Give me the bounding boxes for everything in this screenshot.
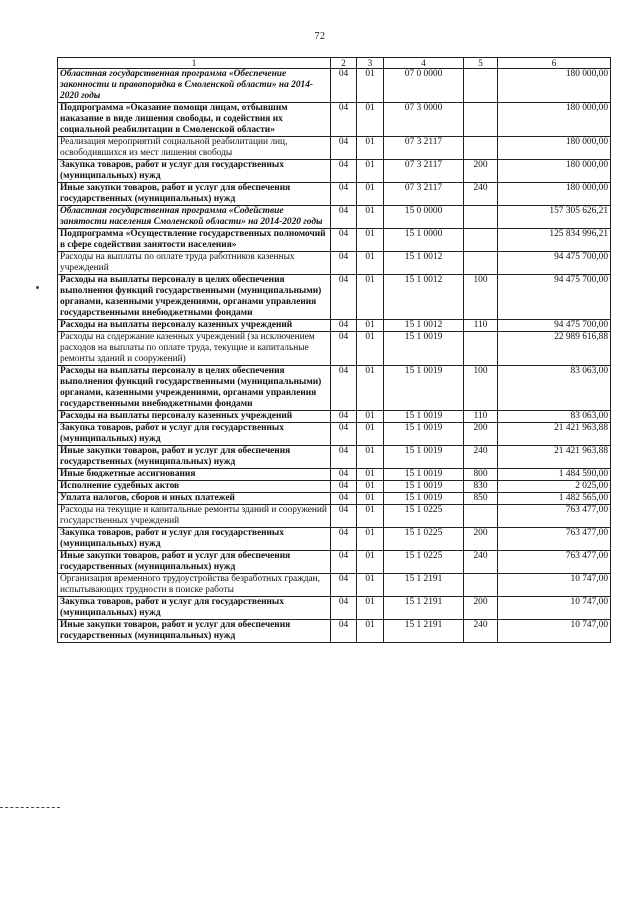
row-section-cell: 04 <box>331 252 357 275</box>
row-expense-type-cell: 800 <box>464 469 498 481</box>
row-amount-cell: 10 747,00 <box>498 597 611 620</box>
row-expense-type-cell: 110 <box>464 320 498 332</box>
row-amount-cell: 125 834 996,21 <box>498 229 611 252</box>
row-subsection-cell: 01 <box>357 206 384 229</box>
row-target-code-cell: 07 3 2117 <box>384 137 464 160</box>
row-name-cell: Расходы на содержание казенных учреждений (за исключением расходов на выплаты по оплате труда, текущие и капитальные ремонты зданий и сооружений) <box>58 332 331 366</box>
row-amount-cell: 763 477,00 <box>498 528 611 551</box>
row-name-cell: Областная государственная программа «Обеспечение законности и правопорядка в Смоленской области» на 2014-2020 годы <box>58 69 331 103</box>
row-amount-cell: 1 484 590,00 <box>498 469 611 481</box>
row-target-code-cell: 15 1 0012 <box>384 320 464 332</box>
row-amount-cell: 83 063,00 <box>498 366 611 411</box>
row-name-cell: Закупка товаров, работ и услуг для государственных (муниципальных) нужд <box>58 528 331 551</box>
row-name-cell: Расходы на выплаты персоналу казенных учреждений <box>58 411 331 423</box>
row-subsection-cell: 01 <box>357 620 384 643</box>
row-target-code-cell: 15 1 0019 <box>384 423 464 446</box>
row-name-cell: Иные бюджетные ассигнования <box>58 469 331 481</box>
row-expense-type-cell: 240 <box>464 183 498 206</box>
row-section-cell: 04 <box>331 469 357 481</box>
table-row <box>58 332 611 366</box>
row-section-cell: 04 <box>331 206 357 229</box>
row-subsection-cell: 01 <box>357 103 384 137</box>
row-expense-type-cell <box>464 574 498 597</box>
table-row <box>58 446 611 469</box>
row-expense-type-cell: 200 <box>464 597 498 620</box>
row-amount-cell: 157 305 626,21 <box>498 206 611 229</box>
row-amount-cell: 83 063,00 <box>498 411 611 423</box>
row-expense-type-cell: 200 <box>464 160 498 183</box>
row-subsection-cell: 01 <box>357 446 384 469</box>
row-name-cell: Расходы на выплаты персоналу казенных учреждений <box>58 320 331 332</box>
budget-table <box>57 57 611 643</box>
table-row <box>58 551 611 574</box>
row-target-code-cell: 07 3 0000 <box>384 103 464 137</box>
table-row <box>58 252 611 275</box>
row-subsection-cell: 01 <box>357 320 384 332</box>
row-amount-cell: 94 475 700,00 <box>498 320 611 332</box>
table-row <box>58 469 611 481</box>
row-name-cell: Расходы на выплаты персоналу в целях обеспечения выполнения функций государственными (муниципальными) органами, казенными учреждениями, органами управления государственными внебюджетными фондами <box>58 275 331 320</box>
row-name-cell: Реализация мероприятий социальной реабилитации лиц, освободившихся из мест лишения свободы <box>58 137 331 160</box>
row-expense-type-cell <box>464 206 498 229</box>
row-section-cell: 04 <box>331 493 357 505</box>
row-section-cell: 04 <box>331 320 357 332</box>
table-row <box>58 183 611 206</box>
table-row <box>58 597 611 620</box>
row-section-cell: 04 <box>331 103 357 137</box>
row-amount-cell: 180 000,00 <box>498 183 611 206</box>
row-expense-type-cell <box>464 69 498 103</box>
row-expense-type-cell <box>464 137 498 160</box>
row-expense-type-cell <box>464 252 498 275</box>
table-row <box>58 366 611 411</box>
row-amount-cell: 2 025,00 <box>498 481 611 493</box>
table-row <box>58 620 611 643</box>
row-subsection-cell: 01 <box>357 137 384 160</box>
row-target-code-cell: 15 1 0012 <box>384 252 464 275</box>
row-name-cell: Закупка товаров, работ и услуг для государственных (муниципальных) нужд <box>58 160 331 183</box>
row-expense-type-cell <box>464 103 498 137</box>
row-target-code-cell: 15 0 0000 <box>384 206 464 229</box>
header-col-2: 2 <box>331 58 357 69</box>
row-amount-cell: 22 989 616,88 <box>498 332 611 366</box>
scan-stray-line <box>0 807 60 808</box>
row-section-cell: 04 <box>331 69 357 103</box>
row-amount-cell: 1 482 565,00 <box>498 493 611 505</box>
row-expense-type-cell: 240 <box>464 446 498 469</box>
row-subsection-cell: 01 <box>357 366 384 411</box>
row-subsection-cell: 01 <box>357 411 384 423</box>
row-target-code-cell: 15 1 0000 <box>384 229 464 252</box>
row-amount-cell: 763 477,00 <box>498 551 611 574</box>
row-target-code-cell: 15 1 0019 <box>384 332 464 366</box>
row-section-cell: 04 <box>331 137 357 160</box>
header-col-4: 4 <box>384 58 464 69</box>
row-amount-cell: 180 000,00 <box>498 69 611 103</box>
row-amount-cell: 21 421 963,88 <box>498 423 611 446</box>
row-amount-cell: 94 475 700,00 <box>498 275 611 320</box>
row-section-cell: 04 <box>331 481 357 493</box>
row-name-cell: Закупка товаров, работ и услуг для государственных (муниципальных) нужд <box>58 597 331 620</box>
row-subsection-cell: 01 <box>357 275 384 320</box>
header-col-6: 6 <box>498 58 611 69</box>
row-expense-type-cell: 110 <box>464 411 498 423</box>
row-subsection-cell: 01 <box>357 332 384 366</box>
row-subsection-cell: 01 <box>357 493 384 505</box>
table-row <box>58 411 611 423</box>
row-expense-type-cell <box>464 332 498 366</box>
table-row <box>58 229 611 252</box>
row-amount-cell: 10 747,00 <box>498 620 611 643</box>
table-row <box>58 481 611 493</box>
row-expense-type-cell <box>464 505 498 528</box>
row-name-cell: Иные закупки товаров, работ и услуг для обеспечения государственных (муниципальных) нужд <box>58 620 331 643</box>
table-body <box>58 58 611 643</box>
row-target-code-cell: 15 1 0019 <box>384 469 464 481</box>
row-name-cell: Расходы на выплаты по оплате труда работников казенных учреждений <box>58 252 331 275</box>
table-row <box>58 574 611 597</box>
row-target-code-cell: 15 1 0225 <box>384 505 464 528</box>
table-row <box>58 505 611 528</box>
row-section-cell: 04 <box>331 160 357 183</box>
row-amount-cell: 94 475 700,00 <box>498 252 611 275</box>
row-name-cell: Иные закупки товаров, работ и услуг для обеспечения государственных (муниципальных) нужд <box>58 551 331 574</box>
row-target-code-cell: 15 1 0019 <box>384 493 464 505</box>
row-expense-type-cell: 100 <box>464 366 498 411</box>
row-name-cell: Иные закупки товаров, работ и услуг для обеспечения государственных (муниципальных) нужд <box>58 446 331 469</box>
row-target-code-cell: 15 1 2191 <box>384 620 464 643</box>
row-section-cell: 04 <box>331 551 357 574</box>
row-section-cell: 04 <box>331 229 357 252</box>
table-row <box>58 320 611 332</box>
table-row <box>58 423 611 446</box>
row-section-cell: 04 <box>331 597 357 620</box>
row-subsection-cell: 01 <box>357 183 384 206</box>
table-row <box>58 493 611 505</box>
row-name-cell: Подпрограмма «Оказание помощи лицам, отбывшим наказание в виде лишения свободы, и содействия их социальной реабилитации в Смоленской области» <box>58 103 331 137</box>
row-amount-cell: 180 000,00 <box>498 137 611 160</box>
row-expense-type-cell: 200 <box>464 423 498 446</box>
row-target-code-cell: 07 3 2117 <box>384 183 464 206</box>
scan-dot <box>36 286 39 289</box>
row-expense-type-cell: 240 <box>464 620 498 643</box>
row-section-cell: 04 <box>331 366 357 411</box>
row-name-cell: Областная государственная программа «Содействие занятости населения Смоленской области» на 2014-2020 годы <box>58 206 331 229</box>
row-name-cell: Расходы на выплаты персоналу в целях обеспечения выполнения функций государственными (муниципальными) органами, казенными учреждениями, органами управления государственными внебюджетными фондами <box>58 366 331 411</box>
row-expense-type-cell <box>464 229 498 252</box>
row-section-cell: 04 <box>331 505 357 528</box>
row-name-cell: Исполнение судебных актов <box>58 481 331 493</box>
row-section-cell: 04 <box>331 183 357 206</box>
row-subsection-cell: 01 <box>357 160 384 183</box>
row-target-code-cell: 15 1 2191 <box>384 574 464 597</box>
row-section-cell: 04 <box>331 332 357 366</box>
row-subsection-cell: 01 <box>357 69 384 103</box>
row-amount-cell: 180 000,00 <box>498 160 611 183</box>
row-section-cell: 04 <box>331 446 357 469</box>
row-target-code-cell: 15 1 0012 <box>384 275 464 320</box>
row-amount-cell: 21 421 963,88 <box>498 446 611 469</box>
header-col-1: 1 <box>58 58 331 69</box>
row-target-code-cell: 15 1 0225 <box>384 551 464 574</box>
row-target-code-cell: 15 1 0225 <box>384 528 464 551</box>
row-name-cell: Закупка товаров, работ и услуг для государственных (муниципальных) нужд <box>58 423 331 446</box>
table-header-row <box>58 58 611 69</box>
row-subsection-cell: 01 <box>357 469 384 481</box>
row-expense-type-cell: 850 <box>464 493 498 505</box>
table-row <box>58 528 611 551</box>
row-subsection-cell: 01 <box>357 551 384 574</box>
row-subsection-cell: 01 <box>357 229 384 252</box>
table-row <box>58 160 611 183</box>
header-col-3: 3 <box>357 58 384 69</box>
row-subsection-cell: 01 <box>357 528 384 551</box>
row-subsection-cell: 01 <box>357 481 384 493</box>
row-subsection-cell: 01 <box>357 597 384 620</box>
row-name-cell: Организация временного трудоустройства безработных граждан, испытывающих трудности в поиске работы <box>58 574 331 597</box>
row-section-cell: 04 <box>331 620 357 643</box>
row-target-code-cell: 15 1 0019 <box>384 481 464 493</box>
row-subsection-cell: 01 <box>357 574 384 597</box>
row-amount-cell: 180 000,00 <box>498 103 611 137</box>
row-expense-type-cell: 240 <box>464 551 498 574</box>
row-section-cell: 04 <box>331 528 357 551</box>
row-expense-type-cell: 830 <box>464 481 498 493</box>
table-row <box>58 206 611 229</box>
row-target-code-cell: 15 1 0019 <box>384 366 464 411</box>
row-target-code-cell: 15 1 0019 <box>384 446 464 469</box>
header-col-5: 5 <box>464 58 498 69</box>
row-subsection-cell: 01 <box>357 505 384 528</box>
row-amount-cell: 763 477,00 <box>498 505 611 528</box>
row-name-cell: Иные закупки товаров, работ и услуг для обеспечения государственных (муниципальных) нужд <box>58 183 331 206</box>
row-expense-type-cell: 100 <box>464 275 498 320</box>
row-target-code-cell: 07 0 0000 <box>384 69 464 103</box>
row-section-cell: 04 <box>331 275 357 320</box>
row-section-cell: 04 <box>331 423 357 446</box>
row-name-cell: Расходы на текущие и капитальные ремонты зданий и сооружений государственных учреждений <box>58 505 331 528</box>
row-subsection-cell: 01 <box>357 423 384 446</box>
table-row <box>58 69 611 103</box>
page-number: 72 <box>314 31 326 42</box>
row-section-cell: 04 <box>331 411 357 423</box>
row-target-code-cell: 15 1 0019 <box>384 411 464 423</box>
table-row <box>58 137 611 160</box>
table-row <box>58 275 611 320</box>
table-row <box>58 103 611 137</box>
row-target-code-cell: 15 1 2191 <box>384 597 464 620</box>
row-amount-cell: 10 747,00 <box>498 574 611 597</box>
row-expense-type-cell: 200 <box>464 528 498 551</box>
row-subsection-cell: 01 <box>357 252 384 275</box>
row-section-cell: 04 <box>331 574 357 597</box>
row-name-cell: Подпрограмма «Осуществление государственных полномочий в сфере содействия занятости населения» <box>58 229 331 252</box>
row-name-cell: Уплата налогов, сборов и иных платежей <box>58 493 331 505</box>
row-target-code-cell: 07 3 2117 <box>384 160 464 183</box>
